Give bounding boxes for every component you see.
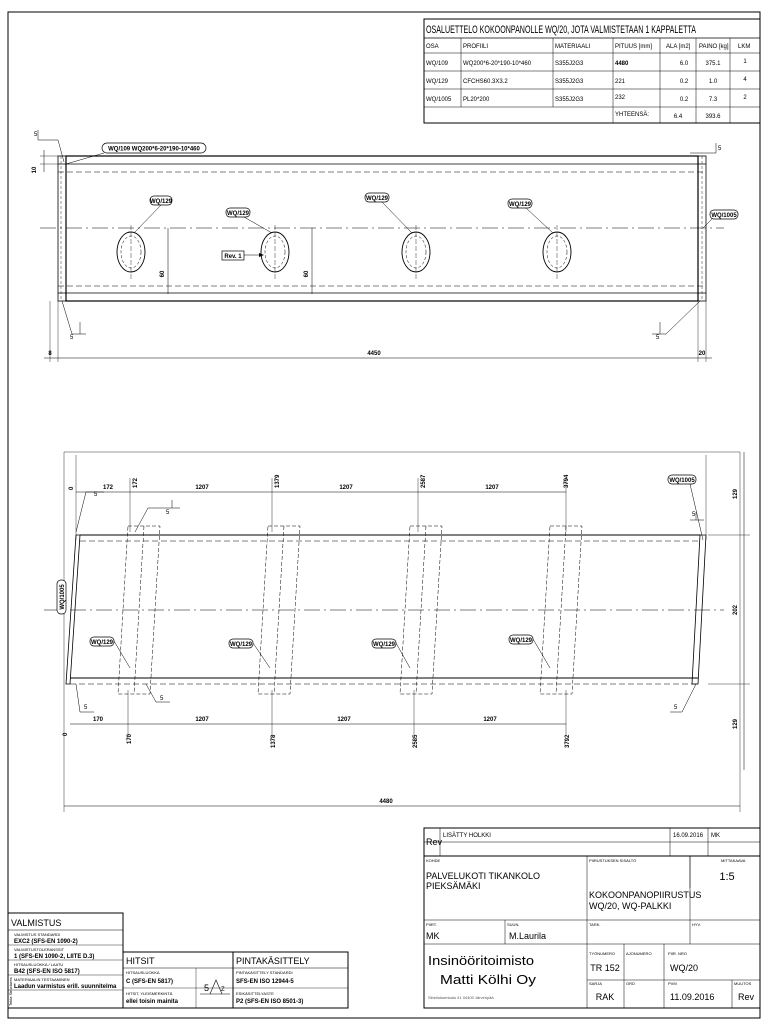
dim-left-end: 8 xyxy=(48,351,52,357)
label-sarja: SARJA xyxy=(589,981,602,986)
hitsit-title: HITSIT xyxy=(126,956,155,966)
row2-profiili: CFCHS60.3X3.2 xyxy=(463,79,508,85)
company-line1: Insinööritoimisto xyxy=(428,953,534,968)
svg-text:5: 5 xyxy=(84,705,88,711)
dim-hole-height-2: 60 xyxy=(304,270,310,278)
drawn-by: MK xyxy=(426,931,440,941)
dim-bottom-seg-4: 1207 xyxy=(483,717,497,723)
row2-ala: 0.2 xyxy=(679,79,689,85)
total-weight: 393.6 xyxy=(705,114,721,120)
svg-text:5: 5 xyxy=(674,705,678,711)
row1-ala: 6.0 xyxy=(679,61,689,67)
svg-text:WQ/129: WQ/129 xyxy=(509,638,533,644)
svg-text:5: 5 xyxy=(94,492,98,498)
row3-ala: 0.2 xyxy=(679,97,689,103)
row2-paino: 1.0 xyxy=(708,79,718,85)
hitsit-note: ellei toisin mainita xyxy=(126,999,179,1005)
svg-text:5: 5 xyxy=(718,146,722,152)
col-header-pituus: PITUUS [mm] xyxy=(615,44,652,50)
row3-lkm: 2 xyxy=(743,95,747,101)
dim-bottom-seg-3: 1207 xyxy=(337,717,351,723)
label-standard: VALMISTUS STANDARDI xyxy=(14,932,61,937)
parts-list-table xyxy=(424,19,760,123)
valmistus-quality: Laadun varmistus erill. suunnitelma xyxy=(14,984,117,990)
hitsit-weld-class: C (SFS-EN 5817) xyxy=(126,979,174,985)
rev-label: Rev xyxy=(426,837,443,847)
total-label: YHTEENSÄ: xyxy=(615,112,650,118)
label-ajonumero: AJONUMERO xyxy=(626,951,652,956)
valmistus-weld-class: B42 (SFS-EN ISO 5817) xyxy=(14,969,80,975)
svg-text:WQ/129: WQ/129 xyxy=(149,199,173,205)
series: RAK xyxy=(595,992,615,1002)
dim-right-end: 20 xyxy=(698,351,706,357)
svg-text:5: 5 xyxy=(34,132,38,138)
row2-lkm: 4 xyxy=(743,77,747,83)
svg-text:Rev. 1: Rev. 1 xyxy=(224,254,242,260)
svg-text:5: 5 xyxy=(70,335,74,341)
plan-tag-wq1005-left xyxy=(57,580,66,614)
row1-osa: WQ/109 xyxy=(426,61,449,67)
valmistus-title: VALMISTUS xyxy=(11,918,62,928)
dim-right-top: 129 xyxy=(733,488,739,500)
ord-top-1: 172 xyxy=(133,477,139,488)
svg-text:WQ/129: WQ/129 xyxy=(226,211,250,217)
ord-top-0: 0 xyxy=(69,486,75,490)
job-number: TR 152 xyxy=(590,963,620,973)
row3-pituus: 232 xyxy=(615,95,626,101)
dim-total-length: 4450 xyxy=(367,351,381,357)
tekla-side-label: Tekla Structures xyxy=(8,977,13,1006)
row1-pituus: 4480 xyxy=(615,61,629,67)
label-piirnro: PIIR. NRO xyxy=(668,951,687,956)
svg-text:WQ/129: WQ/129 xyxy=(365,196,389,202)
col-header-ala: ALA [m2] xyxy=(666,44,691,50)
svg-text:Z: Z xyxy=(221,987,225,993)
row2-pituus: 221 xyxy=(615,79,626,85)
ord-bottom-0: 0 xyxy=(63,732,69,736)
label-sisalto: PIIRUSTUKSEN SISÄLTÖ xyxy=(589,858,637,863)
row2-materiaali: S355J2G3 xyxy=(555,79,584,85)
dim-bottom-seg-2: 1207 xyxy=(195,717,209,723)
label-pvm: PVM xyxy=(668,981,677,986)
row1-paino: 375.1 xyxy=(705,61,721,67)
pinta-title: PINTAKÄSITTELY xyxy=(236,956,310,966)
title-date: 11.09.2016 xyxy=(670,992,715,1002)
dim-top-seg-4: 1207 xyxy=(485,485,499,491)
pintakasittely-block xyxy=(233,952,348,1008)
label-muutos: MUUTOS xyxy=(734,981,752,986)
svg-text:5: 5 xyxy=(656,335,660,341)
col-header-osa: OSA xyxy=(426,44,439,50)
company-address: Sibeliuksenkatu 41 04400 Järvenpää xyxy=(428,995,494,1000)
pinta-prep: P2 (SFS-EN ISO 8501-3) xyxy=(236,999,304,1005)
company-line2: Matti Kölhi Oy xyxy=(440,972,537,987)
dim-right-bottom: 129 xyxy=(733,718,739,730)
content-line1: KOKOONPANOPIIRUSTUS xyxy=(589,890,702,900)
ord-bottom-2: 1378 xyxy=(271,734,277,748)
dim-right-mid: 202 xyxy=(733,604,739,616)
revision-table xyxy=(424,828,760,856)
drawing-number: WQ/20 xyxy=(670,963,699,973)
label-quality: MATERIAALIN TESTAAMINEN xyxy=(14,977,70,982)
svg-text:5: 5 xyxy=(692,512,696,518)
scale: 1:5 xyxy=(719,871,735,883)
dim-top-seg-1: 172 xyxy=(102,485,114,491)
label-hyv: HYV. xyxy=(692,922,701,927)
dim-plan-total: 4480 xyxy=(379,799,393,805)
hitsit-label-class: HITSAUSLUOKKA xyxy=(126,970,160,975)
parts-list-title: OSALUETTELO KOKOONPANOLLE WQ/20, JOTA VALMISTETAAN 1 KAPPALETTA xyxy=(426,24,697,36)
svg-text:WQ/129: WQ/129 xyxy=(229,642,253,648)
col-header-lkm: LKM xyxy=(738,44,751,50)
svg-text:WQ/129: WQ/129 xyxy=(90,640,114,646)
valmistus-tolerance: 1 (SFS-EN 1090-2, LIITE D.3) xyxy=(14,954,95,960)
rev-date: 16.09.2016 xyxy=(673,833,704,839)
rev-description: LISÄTTY HOLKKI xyxy=(443,833,491,839)
label-mittakaava: MITTAKAAVA xyxy=(721,858,746,863)
label-weld-class: HITSAUSLUOKKA / LAATU xyxy=(14,962,64,967)
label-piirt: PIIRT. xyxy=(426,922,437,927)
ord-top-3: 2587 xyxy=(421,474,427,488)
ord-bottom-3: 2585 xyxy=(413,734,419,748)
row1-materiaali: S355J2G3 xyxy=(555,61,584,67)
row3-osa: WQ/1005 xyxy=(426,97,452,103)
label-kohde: KOHDE xyxy=(426,858,441,863)
total-area: 6.4 xyxy=(673,114,683,120)
project-line2: PIEKSÄMÄKI xyxy=(426,881,481,891)
row1-profiili: WQ200*6-20*190-10*460 xyxy=(463,61,532,67)
row1-lkm: 1 xyxy=(743,59,747,65)
project-line1: PALVELUKOTI TIKANKOLO xyxy=(426,871,541,881)
ord-bottom-4: 3792 xyxy=(565,734,571,748)
svg-text:5: 5 xyxy=(160,696,164,702)
content-line2: WQ/20, WQ-PALKKI xyxy=(589,901,672,911)
rev-value: Rev xyxy=(737,992,755,1002)
row3-materiaali: S355J2G3 xyxy=(555,97,584,103)
ord-top-4: 3794 xyxy=(564,474,570,488)
svg-text:WQ/1005: WQ/1005 xyxy=(711,213,737,219)
row2-osa: WQ/129 xyxy=(426,79,449,85)
dim-hole-height-1: 60 xyxy=(160,270,166,278)
valmistus-block xyxy=(8,913,123,1008)
row3-paino: 7.3 xyxy=(708,97,718,103)
dim-flange-thickness: 10 xyxy=(32,166,38,174)
col-header-paino: PAINO [kg] xyxy=(699,44,729,50)
pinta-label-system: PINTAKÄSITTELY STANDARDI xyxy=(236,970,293,975)
svg-text:WQ/129: WQ/129 xyxy=(372,642,396,648)
svg-text:5: 5 xyxy=(166,510,170,516)
dim-bottom-seg-1: 170 xyxy=(92,717,104,723)
hitsit-label-note: HITSIT, YLEISMERKINTÄ xyxy=(126,991,173,996)
svg-text:WQ/1005: WQ/1005 xyxy=(60,584,66,610)
valmistus-standard: EXC2 (SFS-EN 1090-2) xyxy=(14,939,78,945)
svg-text:WQ/109 WQ200*6-20*190-10*460: WQ/109 WQ200*6-20*190-10*460 xyxy=(108,146,200,153)
ord-top-2: 1379 xyxy=(275,474,281,488)
dim-top-seg-2: 1207 xyxy=(195,485,209,491)
svg-text:WQ/129: WQ/129 xyxy=(508,202,532,208)
row3-profiili: PL20*200 xyxy=(463,97,490,103)
rev-by: MK xyxy=(711,833,720,839)
label-tark: TARK. xyxy=(589,922,601,927)
svg-text:WQ/1005: WQ/1005 xyxy=(669,478,695,484)
designer: M.Laurila xyxy=(509,931,547,941)
svg-text:5: 5 xyxy=(204,983,210,993)
title-block xyxy=(424,856,760,1008)
label-tyonumero: TYÖNUMERO xyxy=(589,951,615,956)
dim-top-seg-3: 1207 xyxy=(339,485,353,491)
pinta-label-prep: ESIKÄSITTELYASTE xyxy=(236,991,274,996)
pinta-system: SFS-EN ISO 12944-5 xyxy=(236,979,294,985)
hitsit-block xyxy=(123,952,233,1008)
label-suun: SUUN. xyxy=(507,922,520,927)
col-header-materiaali: MATERIAALI xyxy=(555,44,591,50)
label-ord: ORD xyxy=(626,981,635,986)
ord-bottom-1: 170 xyxy=(127,733,133,744)
label-tolerance: VALMISTUSTOLERANSSIT xyxy=(14,947,65,952)
col-header-profiili: PROFIILI xyxy=(463,44,489,50)
